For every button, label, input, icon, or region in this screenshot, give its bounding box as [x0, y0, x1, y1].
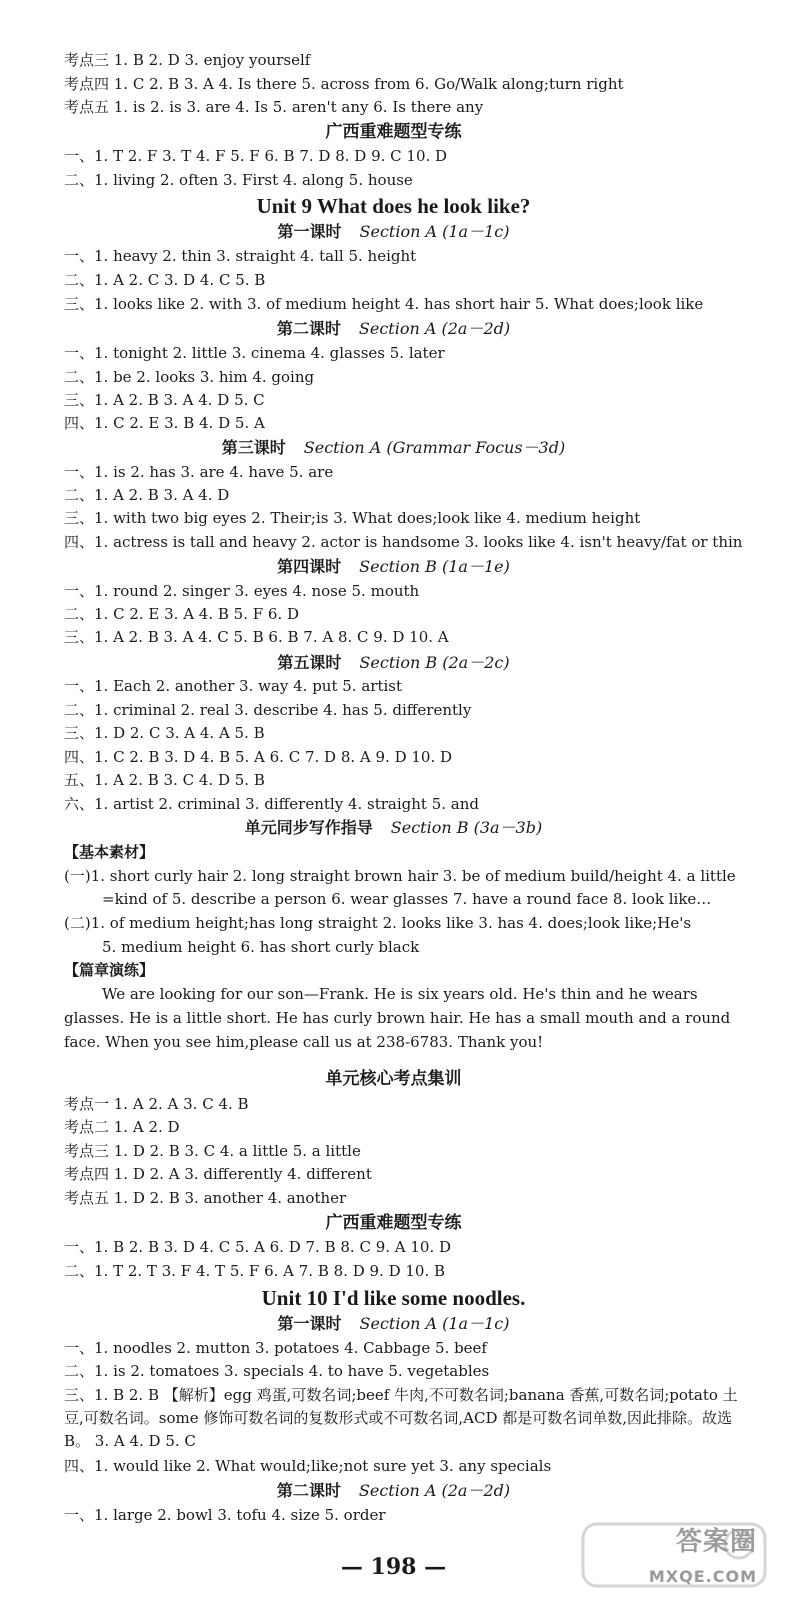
- answer-line: =kind of 5. describe a person 6. wear glasses 7. have a round face 8. look like…: [102, 890, 712, 908]
- answer-line: (二)1. of medium height;has long straight 2. looks like 3. has 4. does;look like;He's: [64, 914, 692, 932]
- answer-line: 一、1. heavy 2. thin 3. straight 4. tall 5. height: [64, 247, 417, 265]
- section-heading: 单元核心考点集训: [325, 1069, 462, 1089]
- lesson-section: Section B (2a－2c): [359, 653, 510, 672]
- unit-title: Unit 10 I'd like some noodles.: [261, 1286, 526, 1310]
- lesson-number: 第一课时: [277, 1314, 342, 1333]
- practice-tag: 【篇章演练】: [64, 961, 155, 979]
- lesson-number: 第四课时: [277, 557, 342, 576]
- answer-line: 考点四 1. D 2. A 3. differently 4. different: [64, 1165, 372, 1183]
- answer-line: 二、1. living 2. often 3. First 4. along 5. house: [64, 171, 413, 189]
- answer-line: 一、1. is 2. has 3. are 4. have 5. are: [64, 463, 334, 481]
- answer-line: 三、1. looks like 2. with 3. of medium height 4. has short hair 5. What does;look like: [64, 295, 704, 313]
- lesson-heading: [0, 1480, 787, 1502]
- lesson-number: 第三课时: [221, 438, 286, 457]
- answer-line: 一、1. T 2. F 3. T 4. F 5. F 6. B 7. D 8. D 9. C 10. D: [64, 147, 448, 165]
- section-heading: 广西重难题型专练: [325, 1213, 462, 1233]
- lesson-heading: [0, 817, 787, 839]
- lesson-number: 第二课时: [276, 1481, 341, 1500]
- answer-line: 二、1. is 2. tomatoes 3. specials 4. to have 5. vegetables: [64, 1362, 490, 1380]
- answer-line: 一、1. Each 2. another 3. way 4. put 5. artist: [64, 677, 403, 695]
- answer-line: 考点五 1. is 2. is 3. are 4. Is 5. aren't any 6. Is there any: [64, 98, 484, 116]
- answer-line: 二、1. A 2. C 3. D 4. C 5. B: [64, 271, 266, 289]
- answer-line: 一、1. large 2. bowl 3. tofu 4. size 5. order: [64, 1506, 386, 1524]
- watermark-url: MXQE.COM: [648, 1567, 757, 1586]
- material-tag: 【基本素材】: [64, 843, 155, 861]
- writing-paragraph: We are looking for our son—Frank. He is six years old. He's thin and he wears glasses. He is a little short. He has curly brown hair. He has a small mouth and a round face. When you see him,please call us at 238-6783. Thank you!: [64, 985, 731, 1051]
- answer-line: 一、1. noodles 2. mutton 3. potatoes 4. Cabbage 5. beef: [64, 1339, 487, 1357]
- answer-line: 三、1. A 2. B 3. A 4. D 5. C: [64, 391, 265, 409]
- answer-line: 四、1. C 2. E 3. B 4. D 5. A: [64, 414, 265, 432]
- answer-line: 二、1. be 2. looks 3. him 4. going: [64, 368, 315, 386]
- answer-line: 四、1. would like 2. What would;like;not sure yet 3. any specials: [64, 1457, 552, 1475]
- answer-line: (一)1. short curly hair 2. long straight brown hair 3. be of medium build/height 4. a little: [64, 867, 736, 885]
- answer-line: 一、1. B 2. B 3. D 4. C 5. A 6. D 7. B 8. C 9. A 10. D: [64, 1238, 452, 1256]
- answer-line: 考点四 1. C 2. B 3. A 4. Is there 5. across from 6. Go/Walk along;turn right: [64, 75, 624, 93]
- lesson-section: Section A (2a－2d): [358, 1481, 511, 1500]
- answer-line: 二、1. criminal 2. real 3. describe 4. has 5. differently: [64, 701, 472, 719]
- unit-title: Unit 9 What does he look like?: [256, 194, 531, 218]
- answer-line: 考点三 1. B 2. D 3. enjoy yourself: [64, 51, 311, 69]
- lesson-section: Section A (2a－2d): [358, 319, 511, 338]
- answer-line: 四、1. C 2. B 3. D 4. B 5. A 6. C 7. D 8. A 9. D 10. D: [64, 748, 453, 766]
- answer-explanation: 三、1. B 2. B 【解析】egg 鸡蛋,可数名词;beef 牛肉,不可数名词;banana 香蕉,可数名词;potato 土豆,可数名词。some 修饰可数名词的复数形式或不可数名词,ACD 都是可数名词单数,因此排除。故选 B。 3. A 4. D 5. C: [64, 1386, 738, 1450]
- answer-line: 考点五 1. D 2. B 3. another 4. another: [64, 1189, 347, 1207]
- lesson-section: Section A (1a－1c): [359, 222, 510, 241]
- answer-line: 二、1. T 2. T 3. F 4. T 5. F 6. A 7. B 8. D 9. D 10. B: [64, 1262, 446, 1280]
- answer-line: 5. medium height 6. has short curly black: [102, 938, 420, 956]
- section-heading: 广西重难题型专练: [325, 122, 462, 142]
- lesson-heading: [0, 221, 787, 243]
- lesson-heading: [0, 1313, 787, 1335]
- lesson-heading: [0, 556, 787, 578]
- answer-line: 考点二 1. A 2. D: [64, 1118, 180, 1136]
- page-number: — 198 —: [340, 1554, 447, 1580]
- lesson-section: Section A (Grammar Focus－3d): [303, 438, 566, 457]
- lesson-heading: [0, 318, 787, 340]
- lesson-number: 单元同步写作指导: [244, 818, 373, 837]
- lesson-number: 第一课时: [277, 222, 342, 241]
- lesson-number: 第二课时: [276, 319, 341, 338]
- answer-line: 四、1. actress is tall and heavy 2. actor is handsome 3. looks like 4. isn't heavy/fat or thin: [64, 533, 743, 551]
- lesson-number: 第五课时: [277, 653, 342, 672]
- answer-line: 六、1. artist 2. criminal 3. differently 4. straight 5. and: [64, 795, 479, 813]
- lesson-section: Section B (3a－3b): [390, 818, 543, 837]
- answer-line: 五、1. A 2. B 3. C 4. D 5. B: [64, 771, 265, 789]
- answer-line: 三、1. A 2. B 3. A 4. C 5. B 6. B 7. A 8. C 9. D 10. A: [64, 628, 449, 646]
- lesson-heading: [0, 652, 787, 674]
- answer-line: 三、1. D 2. C 3. A 4. A 5. B: [64, 724, 265, 742]
- answer-line: 一、1. tonight 2. little 3. cinema 4. glasses 5. later: [64, 344, 445, 362]
- answer-line: 一、1. round 2. singer 3. eyes 4. nose 5. mouth: [64, 582, 420, 600]
- lesson-section: Section B (1a－1e): [359, 557, 510, 576]
- answer-line: 二、1. A 2. B 3. A 4. D: [64, 486, 230, 504]
- lesson-heading: [0, 437, 787, 459]
- answer-line: 三、1. with two big eyes 2. Their;is 3. What does;look like 4. medium height: [64, 509, 641, 527]
- answer-line: 考点一 1. A 2. A 3. C 4. B: [64, 1095, 249, 1113]
- lesson-section: Section A (1a－1c): [359, 1314, 510, 1333]
- watermark-text: 答案圈: [675, 1527, 757, 1557]
- answer-line: 二、1. C 2. E 3. A 4. B 5. F 6. D: [64, 605, 300, 623]
- answer-line: 考点三 1. D 2. B 3. C 4. a little 5. a little: [64, 1142, 361, 1160]
